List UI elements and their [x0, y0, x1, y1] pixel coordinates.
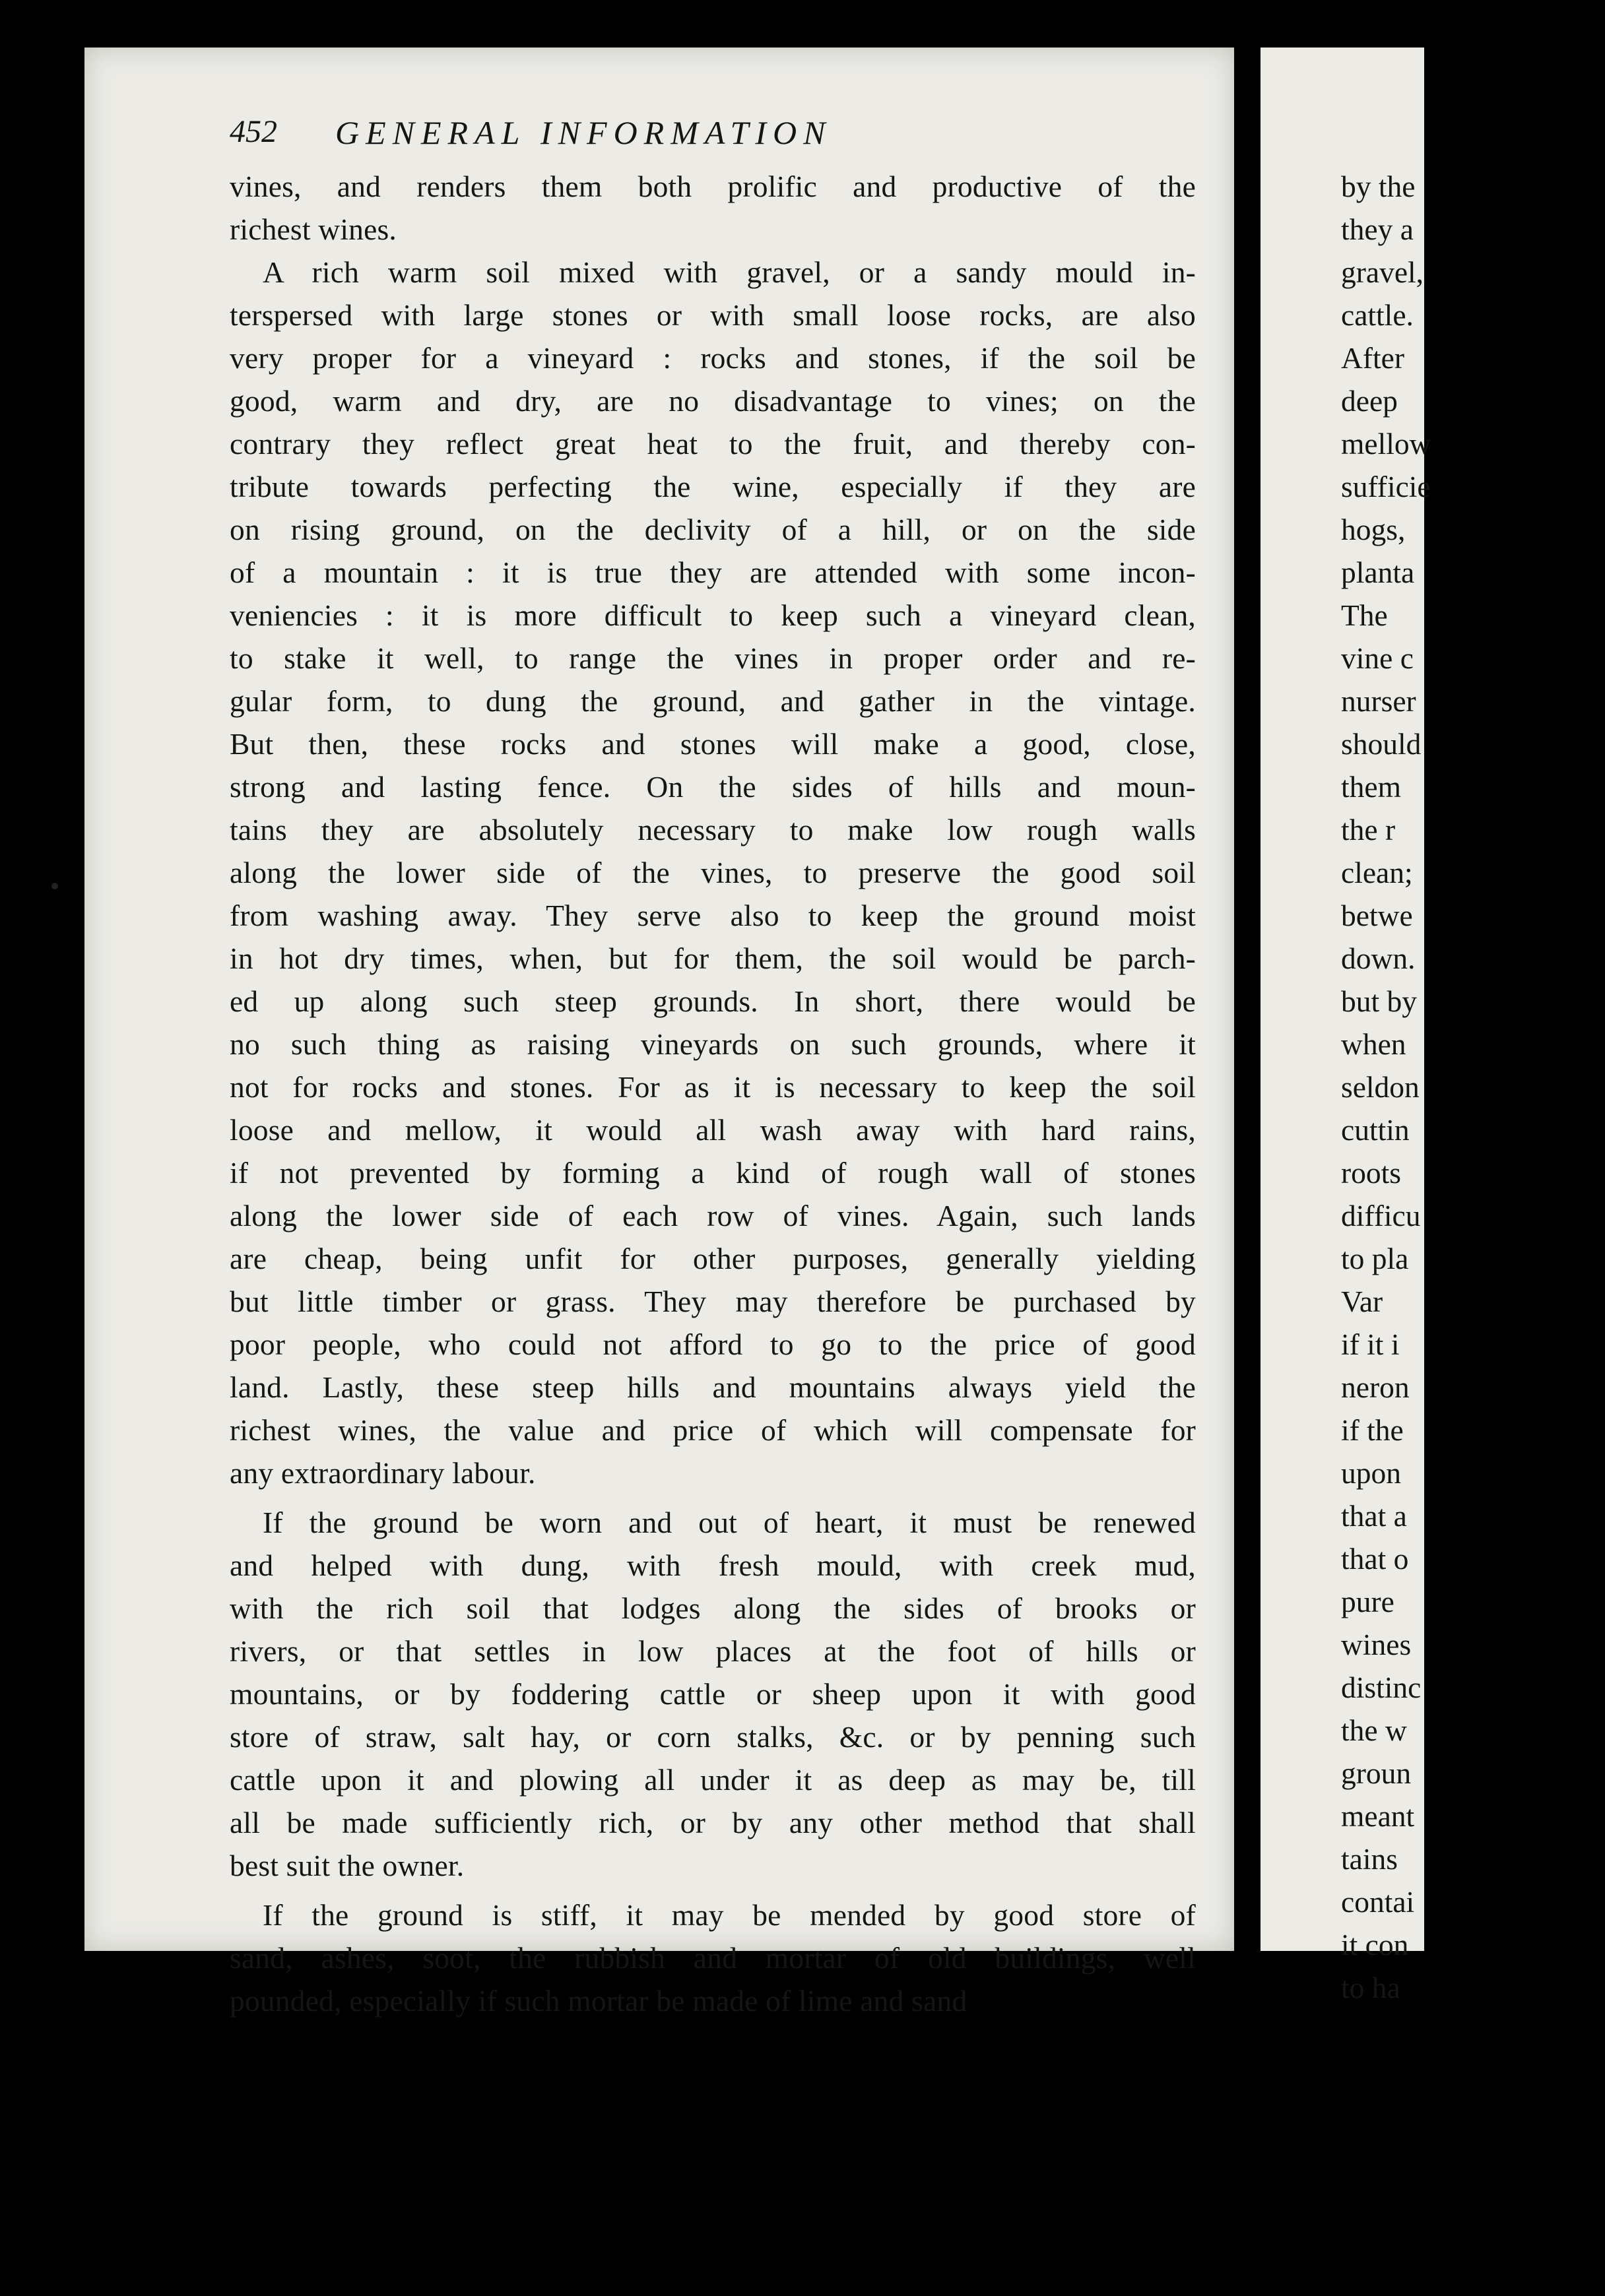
text-line: gular form, to dung the ground, and gather in the vintage.	[230, 684, 1196, 718]
body-text	[230, 165, 1196, 2022]
text-line: very proper for a vineyard : rocks and stones, if the soil be	[230, 341, 1196, 375]
facing-page-line: the r	[1341, 813, 1396, 846]
facing-page-line: it con	[1341, 1928, 1409, 1961]
facing-page-line: tains	[1341, 1842, 1398, 1876]
facing-page-line: Var	[1341, 1285, 1383, 1318]
text-line: strong and lasting fence. On the sides of hills and moun-	[230, 770, 1196, 804]
facing-page-line: to ha	[1341, 1971, 1400, 2004]
facing-page-line: down.	[1341, 941, 1416, 975]
facing-page-line: mellow	[1341, 427, 1431, 461]
facing-page-line: by the	[1341, 170, 1416, 203]
text-line: of a mountain : it is true they are attended with some incon-	[230, 556, 1196, 589]
text-line: If the ground be worn and out of heart, it must be renewed	[263, 1506, 1196, 1539]
text-line: terspersed with large stones or with small loose rocks, are also	[230, 298, 1196, 332]
text-line: but little timber or grass. They may therefore be purchased by	[230, 1285, 1196, 1318]
facing-page-line: seldon	[1341, 1070, 1420, 1104]
facing-page-line: nurser	[1341, 684, 1416, 718]
text-line: to stake it well, to range the vines in proper order and re-	[230, 641, 1196, 675]
text-line: not for rocks and stones. For as it is necessary to keep the soil	[230, 1070, 1196, 1104]
text-line: all be made sufficiently rich, or by any other method that shall	[230, 1806, 1196, 1839]
facing-page-line: hogs,	[1341, 513, 1406, 546]
margin-speck	[51, 883, 58, 889]
text-line: any extraordinary labour.	[230, 1456, 536, 1490]
text-line: rivers, or that settles in low places at the foot of hills or	[230, 1634, 1196, 1668]
text-line: no such thing as raising vineyards on such grounds, where it	[230, 1027, 1196, 1061]
text-line: in hot dry times, when, but for them, the soil would be parch-	[230, 941, 1196, 975]
paragraph	[230, 165, 1196, 251]
text-line: land. Lastly, these steep hills and mountains always yield the	[230, 1370, 1196, 1404]
text-line: mountains, or by foddering cattle or sheep upon it with good	[230, 1677, 1196, 1711]
facing-page-line: groun	[1341, 1756, 1412, 1790]
text-line: store of straw, salt hay, or corn stalks, &c. or by penning such	[230, 1720, 1196, 1754]
facing-page-line: The	[1341, 598, 1388, 632]
facing-page-line: but by	[1341, 984, 1418, 1018]
facing-page-line: meant	[1341, 1799, 1415, 1833]
text-line: But then, these rocks and stones will make a good, close,	[230, 727, 1196, 761]
facing-page-line: cattle.	[1341, 298, 1414, 332]
paragraph	[230, 1501, 1196, 1887]
text-line: along the lower side of each row of vines. Again, such lands	[230, 1199, 1196, 1232]
text-line: with the rich soil that lodges along the sides of brooks or	[230, 1591, 1196, 1625]
text-line: poor people, who could not afford to go to the price of good	[230, 1327, 1196, 1361]
facing-page-line: them	[1341, 770, 1401, 804]
text-line: contrary they reflect great heat to the fruit, and thereby con-	[230, 427, 1196, 461]
facing-page-line: that a	[1341, 1499, 1407, 1533]
facing-page-line: upon	[1341, 1456, 1401, 1490]
facing-page-line: deep	[1341, 384, 1398, 418]
text-line: vines, and renders them both prolific and productive of the	[230, 170, 1196, 203]
book-page-left	[84, 48, 1234, 2018]
facing-page-line: vine c	[1341, 641, 1414, 675]
facing-page-text	[1341, 165, 1605, 2009]
paragraph	[230, 1894, 1196, 2022]
text-line: good, warm and dry, are no disadvantage to vines; on the	[230, 384, 1196, 418]
text-line: pounded, especially if such mortar be made of lime and sand	[230, 1984, 967, 2018]
facing-page-line: contai	[1341, 1885, 1415, 1919]
text-line: cattle upon it and plowing all under it as deep as may be, till	[230, 1763, 1196, 1797]
text-line: If the ground is stiff, it may be mended by good store of	[263, 1898, 1196, 1932]
running-head: GENERAL INFORMATION	[335, 114, 832, 151]
text-line: veniencies : it is more difficult to keep such a vineyard clean,	[230, 598, 1196, 632]
text-line: on rising ground, on the declivity of a hill, or on the side	[230, 513, 1196, 546]
facing-page-line: if the	[1341, 1413, 1404, 1447]
text-line: richest wines.	[230, 212, 397, 246]
text-line: ed up along such steep grounds. In short, there would be	[230, 984, 1196, 1018]
text-line: are cheap, being unfit for other purposes, generally yielding	[230, 1242, 1196, 1275]
text-line: tains they are absolutely necessary to make low rough walls	[230, 813, 1196, 846]
page-header	[230, 107, 1173, 160]
facing-page-line: betwe	[1341, 899, 1413, 932]
text-line: from washing away. They serve also to keep the ground moist	[230, 899, 1196, 932]
text-line: along the lower side of the vines, to preserve the good soil	[230, 856, 1196, 889]
facing-page-line: to pla	[1341, 1242, 1409, 1275]
facing-page-line: gravel,	[1341, 255, 1424, 289]
facing-page-line: they a	[1341, 212, 1414, 246]
page-number: 452	[230, 114, 277, 149]
facing-page-line: if it i	[1341, 1327, 1400, 1361]
text-line: and helped with dung, with fresh mould, with creek mud,	[230, 1548, 1196, 1582]
facing-page-line: roots	[1341, 1156, 1401, 1190]
facing-page-line: planta	[1341, 556, 1415, 589]
facing-page-line: the w	[1341, 1713, 1407, 1747]
facing-page-line: cuttin	[1341, 1113, 1410, 1147]
facing-page-line: clean;	[1341, 856, 1413, 889]
text-line: best suit the owner.	[230, 1849, 465, 1882]
text-line: sand, ashes, soot, the rubbish and mortar of old buildings, well	[230, 1941, 1196, 1975]
facing-page-line: pure	[1341, 1585, 1394, 1618]
facing-page-line: sufficie	[1341, 470, 1431, 503]
book-page-right-fragment	[1261, 48, 1431, 2004]
facing-page-line: difficu	[1341, 1199, 1421, 1232]
facing-page-line: distinc	[1341, 1671, 1422, 1704]
text-line: tribute towards perfecting the wine, especially if they are	[230, 470, 1196, 503]
text-line: A rich warm soil mixed with gravel, or a sandy mould in-	[263, 255, 1196, 289]
facing-page-line: neron	[1341, 1370, 1410, 1404]
facing-page-line: should	[1341, 727, 1422, 761]
text-line: loose and mellow, it would all wash away with hard rains,	[230, 1113, 1196, 1147]
facing-page-line: when	[1341, 1027, 1406, 1061]
text-line: if not prevented by forming a kind of rough wall of stones	[230, 1156, 1196, 1190]
facing-page-line: wines	[1341, 1628, 1412, 1661]
facing-page-line: After	[1341, 341, 1404, 375]
text-line: richest wines, the value and price of which will compensate for	[230, 1413, 1196, 1447]
paragraph	[230, 251, 1196, 1494]
facing-page-line: that o	[1341, 1542, 1409, 1576]
